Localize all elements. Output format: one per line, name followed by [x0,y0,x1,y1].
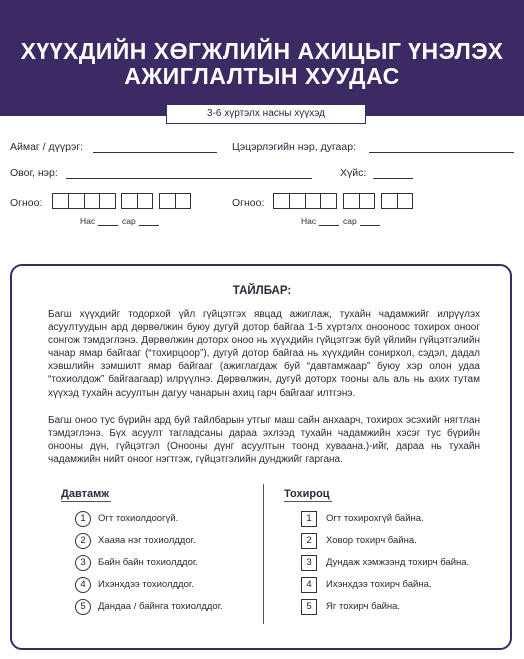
fit-text-5: Яг тохирч байна. [326,601,401,612]
column-divider [263,484,264,624]
page-title-line2: АЖИГЛАЛТЫН ХУУДАС [124,63,400,89]
frequency-text-4: Ихэнхдээ тохиолддог. [98,579,194,590]
date-day-boxes-left[interactable] [159,193,191,209]
frequency-num-3: 3 [75,555,91,571]
gender-label: Хүйс: [340,167,367,179]
frequency-title: Давтамж [61,488,110,500]
frequency-text-1: Огт тохиолдоогүй. [98,513,179,524]
notes-paragraph-2: Багш оноо тус бүрийн ард буй тайлбарын утгыг маш сайн анхаарч, тохирох эсэхийг нягтлан тэмдэглэнэ. Бүх асуулт тагладсаны дараа эхлээд тухайн чадамжийн хэсэг тус бүрийн онооны дүн, гүйцэтгэл (Онооны дүнг асуултын тоонд хуваана.)-ийг, дараа нь тухайн чадамжийн нийт оноог нэгтгэж, гүйцэтгэлийн дунджийг гаргана. [48,415,480,466]
date-day-boxes-right[interactable] [381,193,413,209]
age-group-badge: 3-6 хүртэлх насны хүүхэд [166,104,366,124]
frequency-text-5: Дандаа / байнга тохиолддог. [98,601,223,612]
kindergarten-label: Цэцэрлэгийн нэр, дугаар: [232,141,356,153]
date-year-boxes-left[interactable] [52,193,116,209]
frequency-num-2: 2 [75,533,91,549]
aimag-field[interactable] [93,152,217,153]
month-label-right: сар [343,216,357,226]
age-field-left[interactable] [98,225,118,226]
frequency-title-underline [61,501,111,502]
age-label-left: Нас [80,216,96,226]
fit-text-1: Огт тохирохгүй байна. [326,513,424,524]
frequency-text-2: Хааяа нэг тохиолддог. [98,535,196,546]
aimag-label: Аймаг / дүүрэг: [10,141,84,153]
date-month-boxes-left[interactable] [121,193,153,209]
date-month-boxes-right[interactable] [343,193,375,209]
name-field[interactable] [66,178,312,179]
kindergarten-field[interactable] [369,152,514,153]
month-field-right[interactable] [360,225,380,226]
age-field-right[interactable] [319,225,339,226]
notes-title: ТАЙЛБАР: [232,285,292,297]
fit-text-2: Ховор тохирч байна. [326,535,417,546]
month-field-left[interactable] [139,225,159,226]
name-label: Овог, нэр: [10,167,58,179]
fit-text-4: Ихэнхдээ тохирч байна. [326,579,432,590]
fit-text-3: Дундаж хэмжээнд тохирч байна. [326,557,470,568]
gender-field[interactable] [373,178,413,179]
age-label-right: Нас [301,216,317,226]
date-label-left: Огноо: [10,197,43,209]
notes-paragraph-1: Багш хүүхдийг тодорхой үйл гүйцэтгэх явцад ажиглаж, тухайн чадамжийг илрүүлэх асуултуудын ард дөрвөлжин буюу дугуй дотор байгаа 1-5 хүртэлх оноонoос тохирох оноог сонгож тэмдэглэнэ. Дөрвөлжин доторх оноо нь хүүхдийн гүйцэтгэж буй үйлийн гүйцэтгэлийн чанар ямар байгааг (“тохирцоор”), дугуй дотор байгаа нь хүүхдийн сонирхол, сэдэл, дадал хэвшлийн зэмшилт ямар байгааг (ажиглагдаж буй “давтамжаар” буюу хэр олон удаа “тохиолдож” байгаагаар) илрүүлнэ. Дөрвөлжин, дугуй доторх тооны аль аль нь ахих тутам хүүхэд тухайн асуултын дагуу чанарын ахиц гарч байгааг илтгэнэ. [48,309,480,399]
fit-num-3: 3 [301,555,317,571]
month-label-left: сар [122,216,136,226]
frequency-text-3: Байн байн тохиолддог. [98,557,198,568]
date-label-right: Огноо: [232,197,265,209]
fit-num-5: 5 [301,599,317,615]
fit-num-4: 4 [301,577,317,593]
frequency-num-4: 4 [75,577,91,593]
fit-title: Тохироц [284,488,330,500]
fit-title-underline [284,501,332,502]
frequency-num-5: 5 [75,599,91,615]
fit-num-2: 2 [301,533,317,549]
date-year-boxes-right[interactable] [273,193,337,209]
fit-num-1: 1 [301,511,317,527]
page-title-line1: ХҮҮХДИЙН ХӨГЖЛИЙН АХИЦЫГ ҮНЭЛЭХ [20,38,504,64]
frequency-num-1: 1 [75,511,91,527]
